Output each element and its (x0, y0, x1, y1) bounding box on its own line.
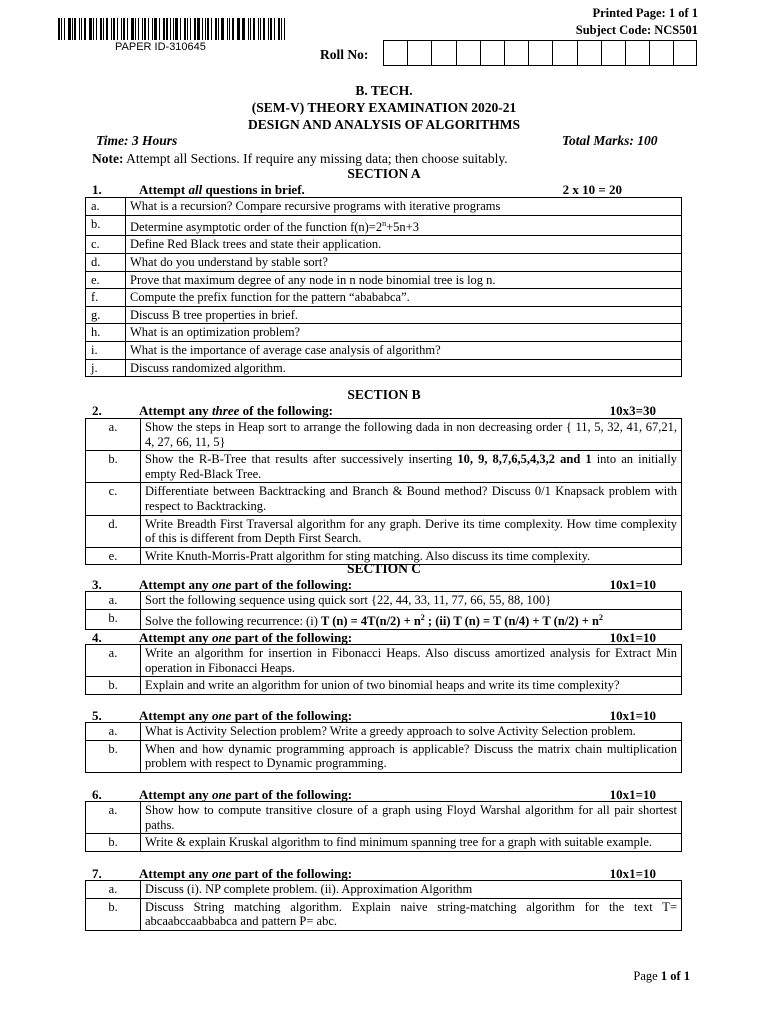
question-part-text: Write an algorithm for insertion in Fibonacci Heaps. Also discuss amortized analysis for Extract Min operation in Fibonacci Heaps. (141, 645, 682, 677)
roll-box (480, 40, 504, 66)
question-row (86, 451, 682, 483)
question-part-label: h. (86, 324, 126, 342)
question-instruction: Attempt any three of the following: (139, 403, 333, 418)
question-marks: 2 x 10 = 20 (562, 182, 622, 197)
question-row (86, 289, 682, 307)
roll-box (407, 40, 431, 66)
printed-page-value: 1 of 1 (668, 6, 698, 20)
question-part-label: a. (86, 592, 141, 610)
note-text: Attempt all Sections. If require any missing data; then choose suitably. (126, 151, 508, 166)
question-header (92, 708, 686, 723)
question-part-label: a. (86, 419, 141, 451)
question-part-label: j. (86, 359, 126, 377)
question-row (86, 341, 682, 359)
roll-no-label: Roll No: (320, 47, 369, 62)
roll-box (577, 40, 601, 66)
question-1-header (92, 182, 686, 197)
question-row (86, 215, 682, 236)
question-instruction: Attempt all questions in brief. (139, 182, 305, 197)
question-part-label: b. (86, 609, 141, 630)
question-instruction: Attempt any one part of the following: (139, 630, 353, 645)
question-part-text: Show how to compute transitive closure of a graph using Floyd Warshal algorithm for all pair shortest paths. (141, 802, 682, 834)
question-header (92, 787, 686, 802)
section-c-table (85, 801, 682, 852)
roll-box (504, 40, 528, 66)
question-part-label: a. (86, 881, 141, 899)
printed-page-label: Printed Page: (592, 6, 666, 20)
question-part-text: Write Breadth First Traversal algorithm for any graph. Derive its time complexity. How time complexity of this is different from Depth First Search. (141, 515, 682, 547)
question-part-label: c. (86, 236, 126, 254)
question-marks: 10x1=10 (609, 708, 656, 723)
roll-box (649, 40, 673, 66)
section-c-table (85, 880, 682, 931)
question-header (92, 577, 686, 592)
question-part-label: e. (86, 271, 126, 289)
question-part-text: Define Red Black trees and state their application. (126, 236, 682, 254)
question-part-label: a. (86, 802, 141, 834)
note-label: Note: (92, 151, 124, 166)
question-part-text: Differentiate between Backtracking and Branch & Bound method? Discuss 0/1 Knapsack problem with respect to Backtracking. (141, 483, 682, 515)
question-row (86, 834, 682, 852)
roll-no-boxes (383, 40, 697, 66)
question-part-text: Show the steps in Heap sort to arrange the following dada in non decreasing order { 11, 5, 32, 41, 67,21, 4, 27, 66, 11, 5} (141, 419, 682, 451)
question-part-label: b. (86, 215, 126, 236)
question-marks: 10x1=10 (609, 577, 656, 592)
roll-box (601, 40, 625, 66)
question-part-label: e. (86, 547, 141, 565)
question-number: 5. (92, 708, 102, 723)
question-row (86, 306, 682, 324)
question-row (86, 515, 682, 547)
title-exam: (SEM-V) THEORY EXAMINATION 2020-21 (251, 100, 517, 115)
question-row (86, 677, 682, 695)
question-marks: 10x1=10 (609, 630, 656, 645)
question-part-text: What do you understand by stable sort? (126, 253, 682, 271)
title-degree: B. TECH. (355, 83, 413, 98)
question-row (86, 645, 682, 677)
page-footer: Page 1 of 1 (633, 969, 690, 983)
section-c-title: SECTION C (347, 561, 421, 576)
question-part-label: d. (86, 253, 126, 271)
section-b-title: SECTION B (347, 387, 421, 402)
question-part-label: i. (86, 341, 126, 359)
roll-box (528, 40, 552, 66)
question-part-label: b. (86, 677, 141, 695)
question-part-text: Prove that maximum degree of any node in n node binomial tree is log n. (126, 271, 682, 289)
question-row (86, 324, 682, 342)
question-number: 4. (92, 630, 102, 645)
question-marks: 10x3=30 (609, 403, 656, 418)
question-part-text: Write Knuth-Morris-Pratt algorithm for sting matching. Also discuss its time complexity. (141, 547, 682, 565)
question-part-text: Show the R-B-Tree that results after successively inserting 10, 9, 8,7,6,5,4,3,2 and 1 into an initially empty Red-Black Tree. (141, 451, 682, 483)
question-part-label: g. (86, 306, 126, 324)
question-number: 6. (92, 787, 102, 802)
question-part-text: What is Activity Selection problem? Write a greedy approach to solve Activity Selection problem. (141, 723, 682, 741)
question-part-label: a. (86, 645, 141, 677)
roll-box (552, 40, 576, 66)
subject-code-value: NCS501 (654, 23, 698, 37)
question-marks: 10x1=10 (609, 787, 656, 802)
question-part-text: Solve the following recurrence: (i) T $(n) = 4T(n/2) + n^2$ ; (ii) T (n) = T (n/4) + T $(n/2) + n^2$ (141, 609, 682, 630)
question-part-text: Write & explain Kruskal algorithm to find minimum spanning tree for a graph with suitable example. (141, 834, 682, 852)
question-header (92, 866, 686, 881)
section-c-table (85, 591, 682, 630)
paper-id: PAPER ID-310645 (115, 41, 206, 53)
roll-box (456, 40, 480, 66)
question-part-label: f. (86, 289, 126, 307)
printed-page-info (576, 5, 698, 39)
section-a-table (85, 197, 682, 377)
question-instruction: Attempt any one part of the following: (139, 708, 353, 723)
question-part-label: c. (86, 483, 141, 515)
question-row (86, 592, 682, 610)
question-row (86, 271, 682, 289)
question-row (86, 236, 682, 254)
question-part-text: When and how dynamic programming approach is applicable? Discuss the matrix chain multiplication problem with respect to Dynamic programming. (141, 740, 682, 772)
question-number: 2. (92, 403, 102, 418)
barcode (58, 18, 288, 40)
question-part-text: Discuss B tree properties in brief. (126, 306, 682, 324)
question-row (86, 483, 682, 515)
roll-box (383, 40, 407, 66)
question-part-text: Explain and write an algorithm for union of two binomial heaps and write its time complexity? (141, 677, 682, 695)
subject-code-label: Subject Code: (575, 23, 652, 37)
question-part-text: Discuss randomized algorithm. (126, 359, 682, 377)
title-subject: DESIGN AND ANALYSIS OF ALGORITHMS (247, 117, 521, 132)
note (92, 151, 508, 167)
question-header (92, 630, 686, 645)
question-number: 1. (92, 182, 102, 197)
section-c-table (85, 644, 682, 695)
question-part-label: d. (86, 515, 141, 547)
question-2-header (92, 403, 686, 418)
question-row (86, 740, 682, 772)
question-part-text: Discuss String matching algorithm. Explain naive string-matching algorithm for the text T= abcaabccaabbabca and pattern P= abc. (141, 898, 682, 930)
question-marks: 10x1=10 (609, 866, 656, 881)
section-b-table (85, 418, 682, 565)
roll-box (673, 40, 697, 66)
question-row (86, 253, 682, 271)
question-row (86, 898, 682, 930)
question-instruction: Attempt any one part of the following: (139, 866, 353, 881)
question-part-label: a. (86, 723, 141, 741)
question-part-label: b. (86, 451, 141, 483)
question-row (86, 723, 682, 741)
question-row (86, 359, 682, 377)
total-marks-label: Total Marks: 100 (562, 133, 658, 148)
question-row (86, 198, 682, 216)
roll-box (431, 40, 455, 66)
question-instruction: Attempt any one part of the following: (139, 577, 353, 592)
question-row (86, 609, 682, 630)
question-number: 3. (92, 577, 102, 592)
question-part-label: b. (86, 834, 141, 852)
question-part-text: Compute the prefix function for the pattern “abababca”. (126, 289, 682, 307)
question-part-text: What is the importance of average case analysis of algorithm? (126, 341, 682, 359)
section-c-table (85, 722, 682, 773)
question-instruction: Attempt any one part of the following: (139, 787, 353, 802)
question-part-label: b. (86, 898, 141, 930)
question-row (86, 419, 682, 451)
question-part-label: b. (86, 740, 141, 772)
question-part-text: Sort the following sequence using quick sort {22, 44, 33, 11, 77, 66, 55, 88, 100} (141, 592, 682, 610)
question-part-text: Determine asymptotic order of the function $f(n)=2^n+5n+3$ (126, 215, 682, 236)
question-part-text: What is an optimization problem? (126, 324, 682, 342)
question-row (86, 802, 682, 834)
question-part-text: What is a recursion? Compare recursive programs with iterative programs (126, 198, 682, 216)
section-a-title: SECTION A (347, 166, 421, 181)
question-row (86, 881, 682, 899)
question-part-label: a. (86, 198, 126, 216)
question-part-text: Discuss (i). NP complete problem. (ii). Approximation Algorithm (141, 881, 682, 899)
time-label: Time: 3 Hours (96, 133, 178, 148)
roll-box (625, 40, 649, 66)
question-number: 7. (92, 866, 102, 881)
